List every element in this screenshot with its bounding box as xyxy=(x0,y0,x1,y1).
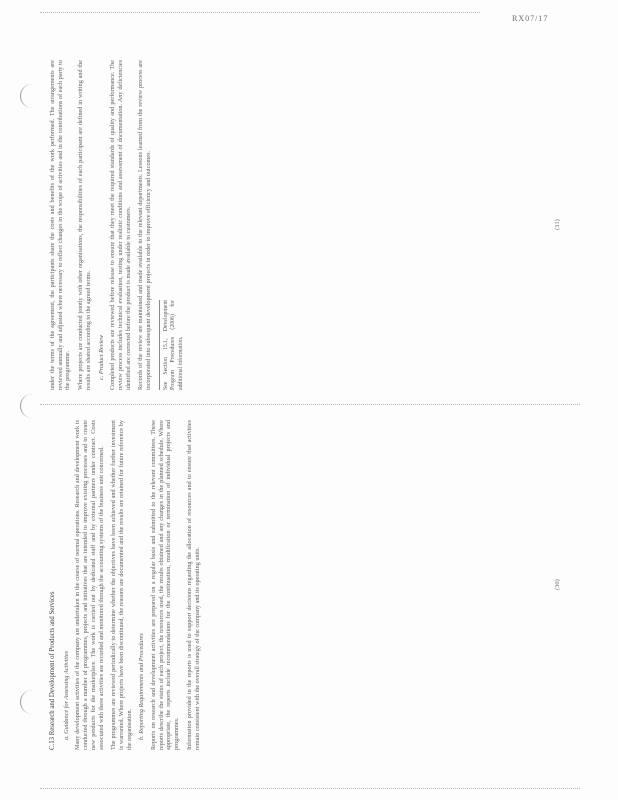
subheading-c: c. Product Review xyxy=(97,335,105,380)
paragraph: Completed products are reviewed before release to ensure that they meet the required standards of quality and performance. The review process includes technical evaluation, testing under realistic conditions and assessment of documentation. Any deficiencies identified are corrected before the product is made available to customers. xyxy=(109,60,132,390)
document-code: RX07/17 xyxy=(512,14,549,23)
paragraph: Records of the review are maintained and made available to the relevant departments. Lessons learned from the review process are incorporated into subsequent development projects in order to improve efficiency and outcomes. xyxy=(137,60,153,390)
subheading-a: a. Guidance for Assessing Activities xyxy=(62,651,70,740)
page-number-right: (31) xyxy=(554,219,561,230)
paragraph: Information provided in the reports is used to support decisions regarding the allocation of resources and to ensure that activities remain consistent with the overall strategy of the company and its operating units. xyxy=(185,420,201,750)
paragraph: The programmes are reviewed periodically to determine whether the objectives have been achieved and whether further investment is warranted. Where projects have been discontinued, the reasons are documented and the results are retained for future reference by the organisation. xyxy=(110,420,133,750)
bottom-dotted-edge xyxy=(40,788,580,789)
paragraph: under the terms of the agreement, the participants share the costs and benefits of the work performed. The arrangements are reviewed annually and adjusted where necessary to reflect changes in the scope of activities and in the contributions of each party to the programme. xyxy=(49,60,72,390)
punch-hole-top xyxy=(20,84,33,108)
paragraph: Where projects are conducted jointly with other organisations, the responsibilities of each participant are defined in writing and the results are shared according to the agreed terms. xyxy=(77,60,92,390)
rotated-text-block xyxy=(49,50,569,750)
punch-hole-middle xyxy=(20,394,33,418)
paragraph: Reports on research and development activities are prepared on a regular basis and submitted to the relevant committees. These reports describe the status of each project, the resources used, the results obtained and any changes in the planned schedule. Where appropriate, the reports include recommendations for the continuation, modification or termination of individual projects and programmes. xyxy=(150,420,181,750)
top-dotted-edge xyxy=(40,12,480,13)
footnote: See Section 15.1, Development Program Procedures (2006) for additional information. xyxy=(159,300,186,390)
right-column xyxy=(49,60,186,390)
paragraph: Many development activities of the company are undertaken in the course of normal operations. Research and development work is conducted through a number of programmes, projects and initiatives that are intended to improve existing processes and to create new products for the marketplace. The work is carried out by dedicated staff and by external partners under contract. Costs associated with these activities are recorded and monitored through the accounting systems of the business unit concerned. xyxy=(74,420,105,750)
punch-hole-bottom xyxy=(20,690,33,714)
left-column xyxy=(49,420,206,750)
page-number-left: (30) xyxy=(554,579,561,590)
subheading-b: b. Reporting Requirements and Procedures xyxy=(138,633,146,740)
section-heading: C.13 Research and Development of Products and Services xyxy=(49,591,56,750)
